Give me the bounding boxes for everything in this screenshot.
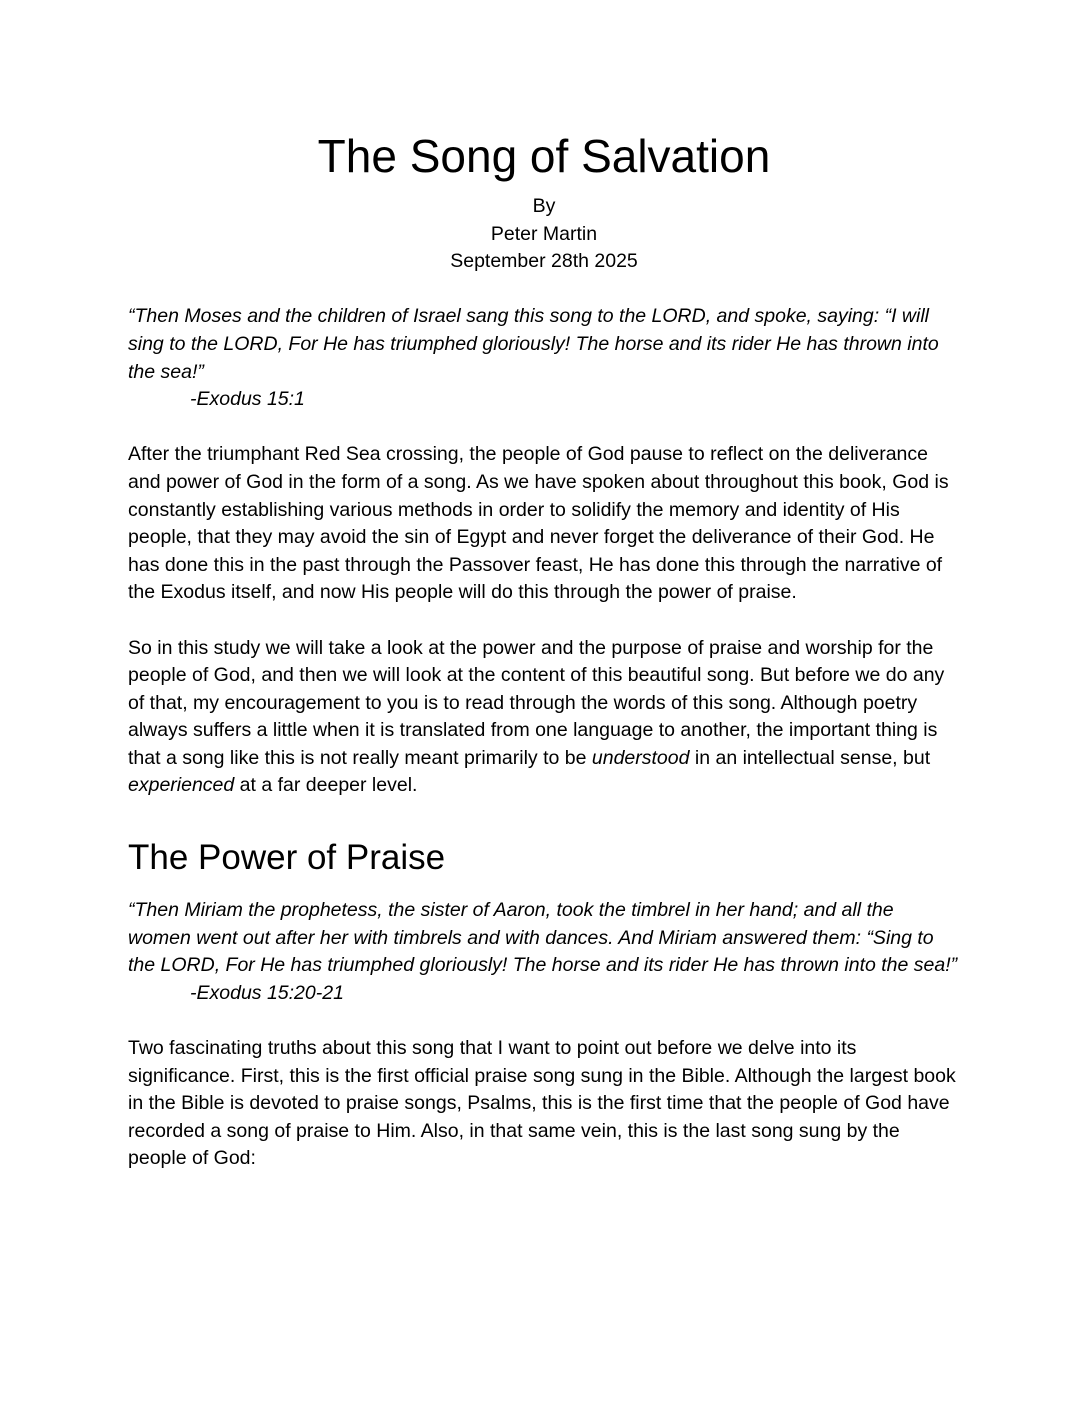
byline-by-label: By [532, 195, 556, 217]
paragraph-study-overview: So in this study we will take a look at the power and the purpose of praise and worship for the people of God, and then we will look at the content of this beautiful song. But before we do any of that, my encouragement to you is to read through the words of this song. Although poetry always suffers a little when it is translated from one language to another, the important thing is that a song like this is not really meant primarily to be understood in an intellectual sense, but experienced at a far deeper level. [128, 636, 945, 797]
quote-citation-exodus-15-20-21: -Exodus 15:20-21 [190, 981, 344, 1004]
scripture-quote-exodus-15-20-21: “Then Miriam the prophetess, the sister of Aaron, took the timbrel in her hand; and all the women went out after her with timbrels and with dances. And Miriam answered them: “Sing to the LORD, For He has triumphed gloriously! The horse and its rider He has thrown into the sea!” [128, 899, 958, 977]
byline-date: September 28th 2025 [450, 250, 638, 273]
quote-citation-exodus-15-1: -Exodus 15:1 [190, 388, 305, 411]
document-title: The Song of Salvation [317, 130, 771, 182]
byline-author: Peter Martin [490, 222, 598, 245]
scripture-quote-exodus-15-1: “Then Moses and the children of Israel sang this song to the LORD, and spoke, saying: “I will sing to the LORD, For He has triumphed gloriously! The horse and its rider He has thrown into the sea!” [128, 305, 939, 383]
byline [128, 193, 960, 276]
paragraph-red-sea-crossing: After the triumphant Red Sea crossing, the people of God pause to reflect on the deliverance and power of God in the form of a song. As we have spoken about throughout this book, God is constantly establishing various methods in order to solidify the memory and identity of His people, that they may avoid the sin of Egypt and never forget the deliverance of their God. He has done this in the past through the Passover feast, He has done this through the narrative of the Exodus itself, and now His people will do this through the power of praise. [128, 443, 949, 604]
paragraph-two-fascinating-truths: Two fascinating truths about this song that I want to point out before we delve into its significance. First, this is the first official praise song sung in the Bible. Although the largest book in the Bible is devoted to praise songs, Psalms, this is the first time that the people of God have recorded a song of praise to Him. Also, in that same vein, this is the last song sung by the people of God: [128, 1037, 956, 1170]
section-heading-power-of-praise: The Power of Praise [128, 838, 446, 878]
